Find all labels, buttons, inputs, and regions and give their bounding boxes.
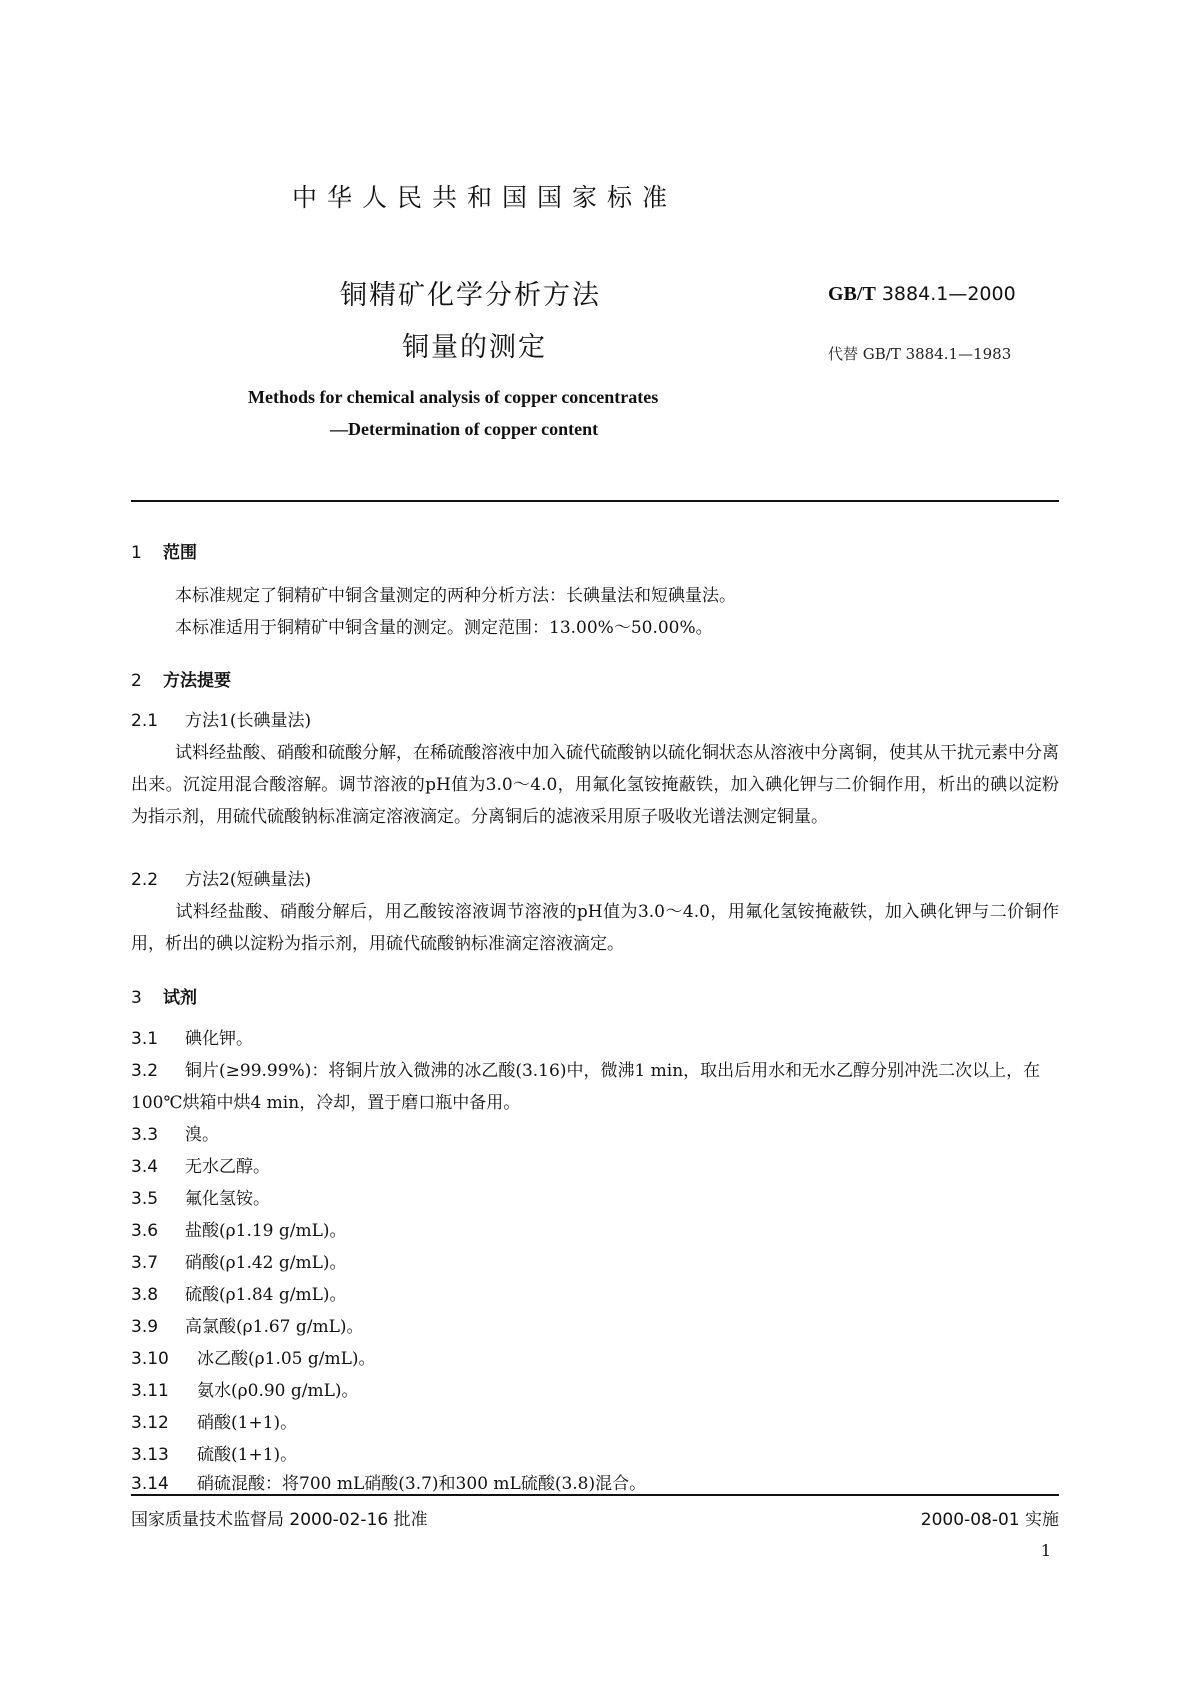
page-number: 1 — [1040, 1541, 1051, 1560]
item-number: 3.1 — [131, 1029, 159, 1049]
approval-statement: 国家质量技术监督局 2000-02-16 批准 — [131, 1510, 428, 1530]
reagent-item — [131, 1151, 270, 1183]
effective-date: 2000-08-01 实施 — [920, 1510, 1059, 1530]
item-number: 3.14 — [131, 1474, 169, 1494]
reagent-item — [131, 1311, 364, 1343]
reagent-item — [131, 1407, 297, 1439]
reagent-item — [131, 1215, 347, 1247]
item-number: 3.7 — [131, 1253, 159, 1273]
item-text: 溴。 — [185, 1125, 219, 1145]
item-number: 3.13 — [131, 1445, 169, 1465]
item-text: 硝酸(1+1)。 — [197, 1413, 298, 1433]
section-number: 1 — [131, 543, 142, 563]
item-text: 硝酸(ρ1.42 g/mL)。 — [185, 1253, 347, 1273]
item-number: 3.3 — [131, 1125, 159, 1145]
section-heading-scope — [131, 538, 197, 563]
item-text: 高氯酸(ρ1.67 g/mL)。 — [185, 1317, 364, 1337]
paragraph-text: 试料经盐酸、硝酸和硫酸分解，在稀硫酸溶液中加入硫代硫酸钠以硫化铜状态从溶液中分离铜，使其从干扰元素中分离出来。沉淀用混合酸溶解。调节溶液的pH值为3.0～4.0，用氟化氢铵掩蔽铁，加入碘化钾与二价铜作用，析出的碘以淀粉为指示剂，用硫代硫酸钠标准滴定溶液滴定。分离铜后的滤液采用原子吸收光谱法测定铜量。 — [131, 743, 1059, 827]
replaces-standard: 代替 GB/T 3884.1—1983 — [828, 345, 1012, 363]
reagent-item — [131, 1247, 347, 1279]
reagent-item — [131, 1279, 347, 1311]
item-number: 3.2 — [131, 1061, 159, 1081]
reagent-item — [131, 1375, 359, 1407]
standard-code-prefix: GB/T — [828, 283, 876, 305]
standard-code-number: 3884.1—2000 — [881, 283, 1016, 305]
reagent-item — [131, 1343, 376, 1375]
item-text: 冰乙酸(ρ1.05 g/mL)。 — [197, 1349, 376, 1369]
item-number: 3.6 — [131, 1221, 159, 1241]
paragraph-text: 试料经盐酸、硝酸分解后，用乙酸铵溶液调节溶液的pH值为3.0～4.0，用氟化氢铵掩蔽铁，加入碘化钾与二价铜作用，析出的碘以淀粉为指示剂，用硫代硫酸钠标准滴定溶液滴定。 — [131, 902, 1059, 954]
reagent-item — [131, 1439, 297, 1471]
reagent-item — [131, 1183, 270, 1215]
item-number: 3.10 — [131, 1349, 169, 1369]
national-standard-title: 中华人民共和国国家标准 — [292, 183, 678, 212]
paragraph — [131, 737, 1059, 833]
subsection-heading — [131, 864, 311, 896]
item-text: 硫酸(ρ1.84 g/mL)。 — [185, 1285, 347, 1305]
section-title: 试剂 — [163, 988, 197, 1008]
document-subtitle: 铜量的测定 — [402, 332, 547, 363]
section-number: 2 — [131, 671, 142, 691]
subsection-number: 2.1 — [131, 711, 159, 731]
reagent-item — [131, 1023, 253, 1055]
section-heading-reagents — [131, 983, 197, 1008]
subsection-title: 方法2(短碘量法) — [185, 870, 312, 890]
item-text: 碘化钾。 — [185, 1029, 253, 1049]
reagent-item — [131, 1119, 219, 1151]
item-number: 3.11 — [131, 1381, 169, 1401]
paragraph: 本标准规定了铜精矿中铜含量测定的两种分析方法：长碘量法和短碘量法。 — [175, 586, 736, 606]
item-text: 盐酸(ρ1.19 g/mL)。 — [185, 1221, 347, 1241]
english-title: Methods for chemical analysis of copper concentrates — [248, 387, 659, 407]
section-title: 方法提要 — [163, 671, 231, 691]
item-text: 氨水(ρ0.90 g/mL)。 — [197, 1381, 359, 1401]
subsection-heading — [131, 705, 311, 737]
paragraph: 本标准适用于铜精矿中铜含量的测定。测定范围：13.00%～50.00%。 — [175, 618, 713, 638]
item-number: 3.5 — [131, 1189, 159, 1209]
subsection-number: 2.2 — [131, 870, 159, 890]
standard-code — [828, 283, 1016, 306]
item-text: 无水乙醇。 — [185, 1157, 270, 1177]
section-number: 3 — [131, 988, 142, 1008]
english-subtitle: —Determination of copper content — [330, 419, 599, 439]
paragraph — [131, 896, 1059, 960]
document-title: 铜精矿化学分析方法 — [340, 280, 601, 311]
item-number: 3.4 — [131, 1157, 159, 1177]
subsection-title: 方法1(长碘量法) — [185, 711, 312, 731]
item-text: 氟化氢铵。 — [185, 1189, 270, 1209]
header-divider — [131, 500, 1059, 502]
section-heading-method-summary — [131, 666, 231, 691]
item-number: 3.9 — [131, 1317, 159, 1337]
item-number: 3.12 — [131, 1413, 169, 1433]
section-title: 范围 — [163, 543, 197, 563]
footer-divider — [131, 1494, 1059, 1496]
reagent-item — [131, 1055, 1059, 1119]
item-text: 硝硫混酸：将700 mL硝酸(3.7)和300 mL硫酸(3.8)混合。 — [197, 1474, 647, 1494]
item-number: 3.8 — [131, 1285, 159, 1305]
item-text: 硫酸(1+1)。 — [197, 1445, 298, 1465]
item-text: 铜片(≥99.99%)：将铜片放入微沸的冰乙酸(3.16)中，微沸1 min，取出后用水和无水乙醇分别冲洗二次以上，在100℃烘箱中烘4 min，冷却，置于磨口瓶中备用。 — [131, 1061, 1041, 1113]
